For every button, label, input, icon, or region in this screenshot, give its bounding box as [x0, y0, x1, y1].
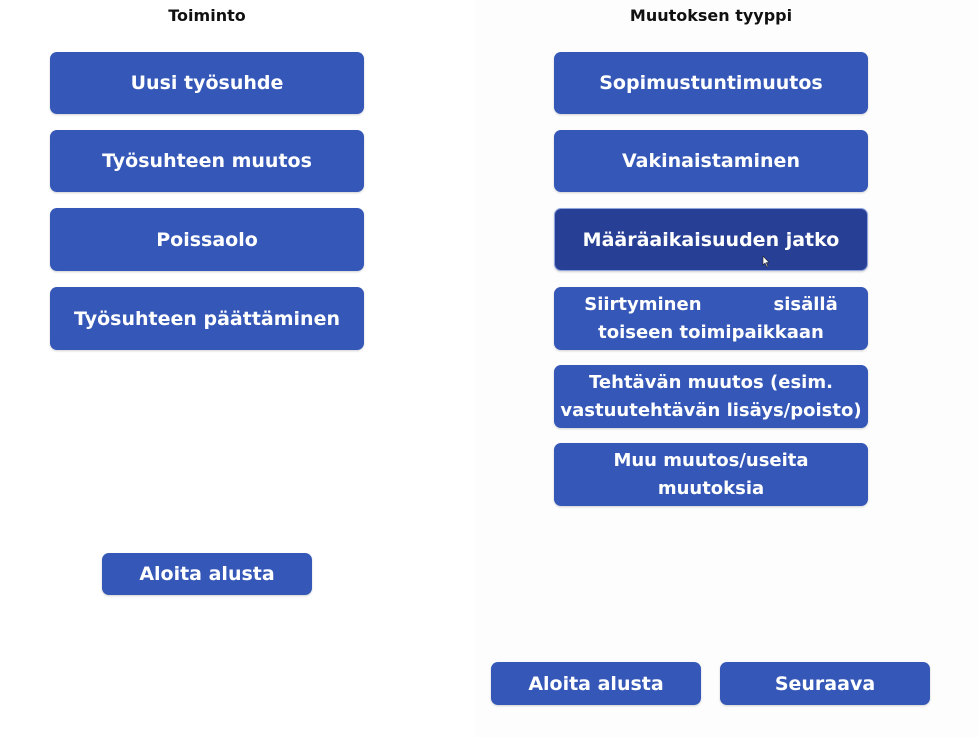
action-panel-title: Toiminto: [168, 6, 246, 25]
pointer-cursor-icon: [762, 256, 770, 268]
action-button-label: Uusi työsuhde: [130, 72, 284, 94]
change-type-label: Sopimustuntimuutos: [599, 72, 823, 94]
action-button-absence[interactable]: [50, 208, 364, 271]
change-type-panel: [475, 0, 979, 737]
action-button-label: Työsuhteen päättäminen: [74, 307, 340, 330]
change-type-label: Määräaikaisuuden jatko: [582, 228, 840, 251]
change-type-label-line2: toiseen toimipaikkaan: [598, 321, 824, 343]
change-type-button-other-changes[interactable]: [554, 443, 868, 506]
next-button[interactable]: [720, 662, 930, 705]
change-type-label: [613, 447, 808, 503]
next-button-label: Seuraava: [774, 672, 876, 695]
change-type-label-line2: muutoksia: [657, 477, 765, 499]
restart-button-label: Aloita alusta: [528, 672, 664, 695]
change-type-label: [560, 369, 861, 425]
restart-button-label: Aloita alusta: [139, 563, 275, 585]
change-type-button-permanent[interactable]: [554, 130, 868, 192]
change-type-label-line1a: Siirtyminen: [584, 293, 702, 315]
change-type-button-contract-hours[interactable]: [554, 52, 868, 114]
change-type-label-line2: vastuutehtävän lisäys/poisto): [560, 399, 862, 421]
change-type-label-line1: Muu muutos/useita: [613, 449, 809, 471]
action-button-label: Poissaolo: [156, 228, 258, 251]
change-type-button-transfer[interactable]: [554, 287, 868, 350]
change-type-label-line1b: sisällä: [773, 293, 838, 315]
restart-button-right[interactable]: [491, 662, 701, 705]
change-type-label-line1: Tehtävän muutos (esim.: [589, 371, 833, 393]
action-button-new-employment[interactable]: [50, 52, 364, 114]
change-type-label: [584, 291, 838, 347]
action-button-label: Työsuhteen muutos: [102, 150, 312, 172]
change-type-button-fixed-term-extension[interactable]: [554, 208, 868, 271]
change-type-label: Vakinaistaminen: [622, 150, 800, 172]
change-type-panel-title: Muutoksen tyyppi: [629, 6, 793, 25]
action-button-employment-change[interactable]: [50, 130, 364, 192]
change-type-button-task-change[interactable]: [554, 365, 868, 428]
action-panel: [0, 0, 470, 737]
action-button-termination[interactable]: [50, 287, 364, 350]
restart-button-left[interactable]: [102, 553, 312, 595]
